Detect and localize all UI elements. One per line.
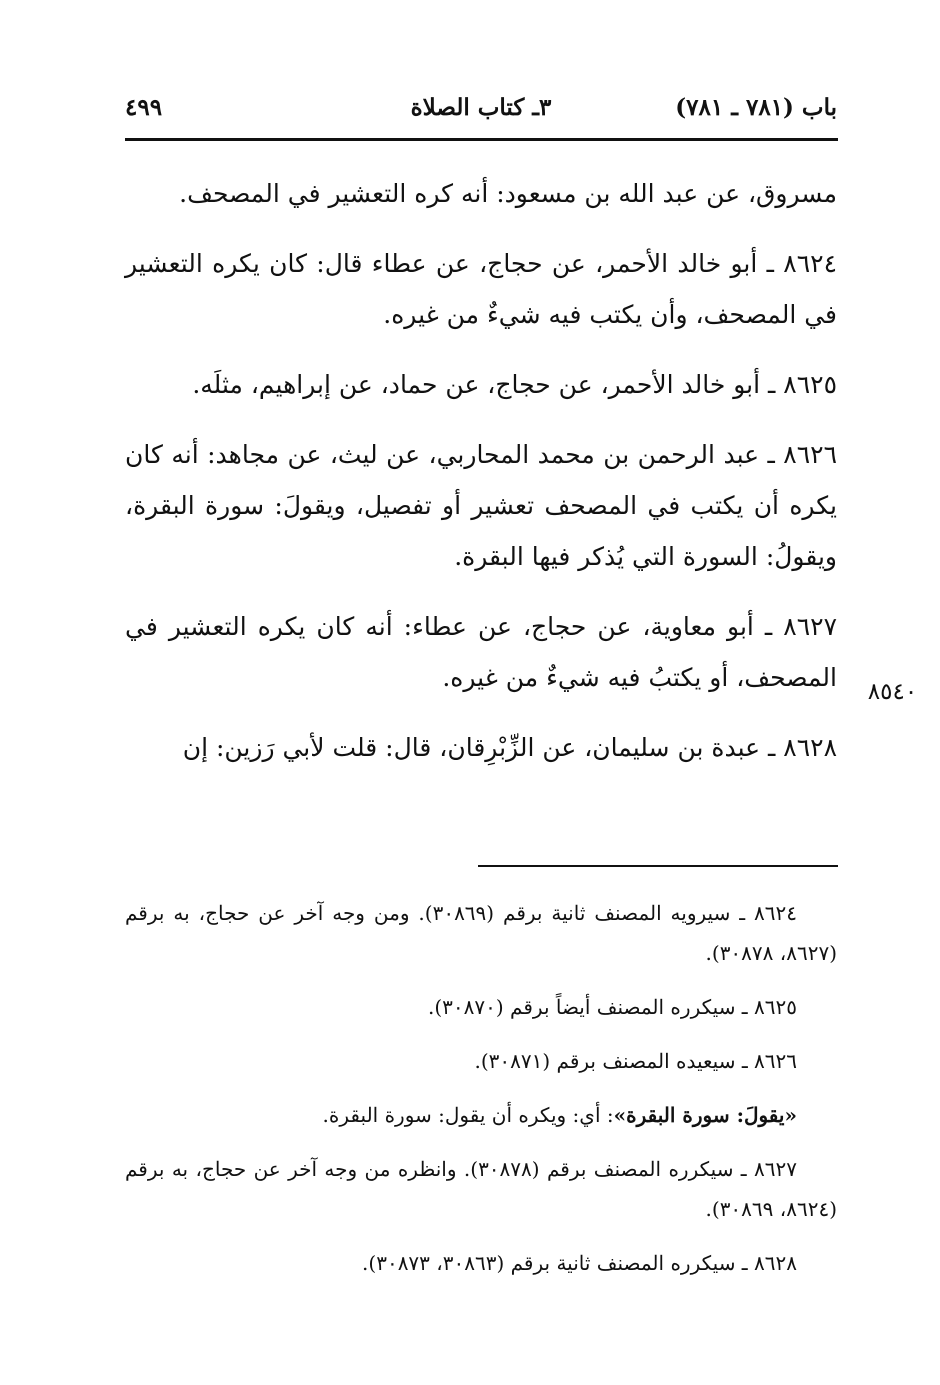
- page-header: [125, 88, 837, 128]
- footnote: ٨٦٢٨ ـ سيكرره المصنف ثانية برقم (٣٠٨٦٣، ٣٠٨٧٣).: [362, 1251, 797, 1275]
- paragraph: ٨٦٢٧ ـ أبو معاوية، عن حجاج، عن عطاء: أنه كان يكره التعشير في المصحف، أو يكتبُ فيه شيءٌ من غيره.: [125, 612, 837, 692]
- footnote: ٨٦٢٧ ـ سيكرره المصنف برقم (٣٠٨٧٨). وانظره من وجه آخر عن حجاج، به برقم (٨٦٢٤، ٣٠٨٦٩).: [125, 1157, 837, 1221]
- margin-reference-number: ٨٥٤٠: [867, 679, 918, 705]
- paragraph: ٨٦٢٦ ـ عبد الرحمن بن محمد المحاربي، عن ليث، عن مجاهد: أنه كان يكره أن يكتب في المصحف تعشير أو تفصيل، ويقولَ: سورة البقرة، ويقولُ: السورة التي يُذكر فيها البقرة.: [125, 440, 837, 571]
- paragraph: ٨٦٢٥ ـ أبو خالد الأحمر، عن حجاج، عن حماد، عن إبراهيم، مثلَه.: [192, 370, 837, 399]
- chapter-title: باب (٧٨١ ـ ٧٨١): [675, 94, 837, 121]
- footnote: [125, 1095, 837, 1135]
- paragraph: مسروق، عن عبد الله بن مسعود: أنه كره التعشير في المصحف.: [179, 179, 837, 208]
- main-text: [125, 168, 837, 773]
- paragraph: ٨٦٢٨ ـ عبدة بن سليمان، عن الزِّبْرِقان، قال: قلت لأبي رَزين: إن: [182, 733, 837, 762]
- footnotes: [125, 893, 837, 1297]
- page-number: ٤٩٩: [125, 94, 163, 121]
- paragraph: ٨٦٢٤ ـ أبو خالد الأحمر، عن حجاج، عن عطاء قال: كان يكره التعشير في المصحف، وأن يكتب فيه شيءٌ من غيره.: [125, 249, 837, 329]
- footnote-term: «يقولَ: سورة البقرة»: [613, 1103, 797, 1127]
- header-rule: [125, 138, 838, 141]
- book-title: ٣ـ كتاب الصلاة: [410, 94, 552, 121]
- footnote-gloss: : أي: ويكره أن يقول: سورة البقرة.: [322, 1103, 614, 1127]
- footnote: ٨٦٢٥ ـ سيكرره المصنف أيضاً برقم (٣٠٨٧٠).: [427, 995, 797, 1019]
- footnote: ٨٦٢٦ ـ سيعيده المصنف برقم (٣٠٨٧١).: [474, 1049, 797, 1073]
- footnote-separator: [478, 865, 838, 867]
- footnote: ٨٦٢٤ ـ سيرويه المصنف ثانية برقم (٣٠٨٦٩). ومن وجه آخر عن حجاج، به برقم (٨٦٢٧، ٣٠٨٧٨).: [125, 901, 837, 965]
